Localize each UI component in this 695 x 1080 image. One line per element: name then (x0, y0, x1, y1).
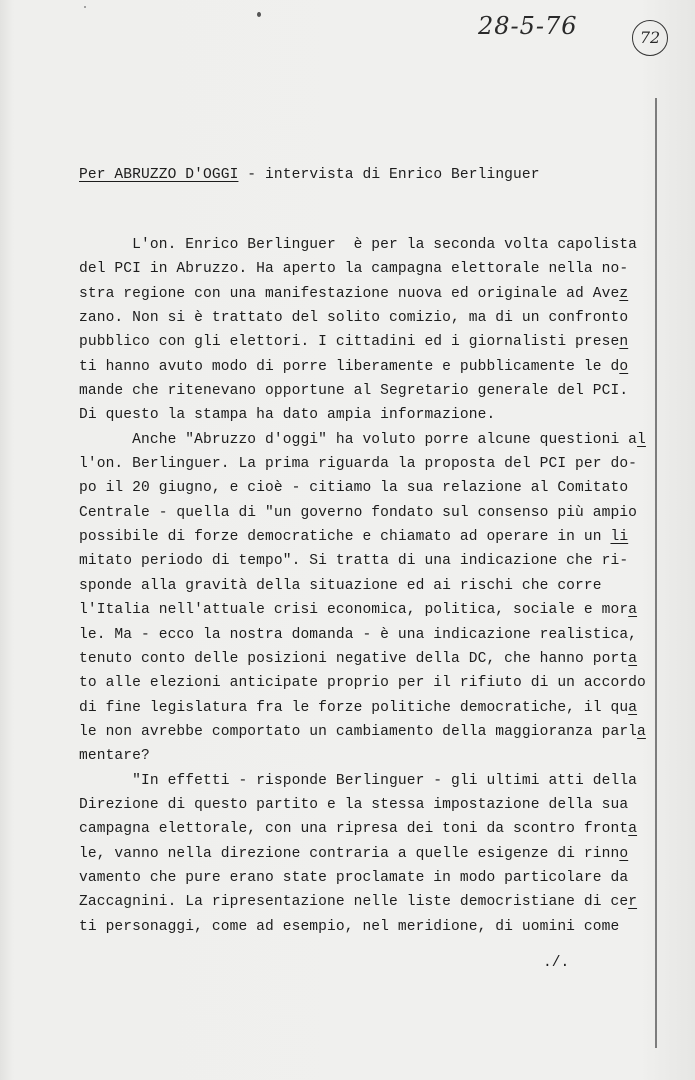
underlined-fragment: li (610, 529, 629, 546)
body-line (79, 501, 639, 525)
line-text: L'on. Enrico Berlinguer è per la seconda volta capolista (79, 237, 638, 253)
line-text: zano. Non si è trattato del solito comizio, ma di un confronto (79, 310, 629, 327)
line-text: sponde alla gravità della situazione ed ai rischi che corre (79, 577, 602, 594)
underlined-fragment: a (628, 602, 638, 619)
underlined-fragment: o (619, 358, 629, 375)
body-line (79, 233, 639, 257)
line-text: po il 20 giugno, e cioè - citiamo la sua relazione al Comitato (79, 480, 629, 497)
body-line (79, 355, 639, 379)
body-line (79, 647, 639, 671)
line-text: Direzione di questo partito e la stessa impostazione della sua (79, 796, 629, 813)
body-line (79, 793, 639, 817)
body-line (79, 866, 639, 890)
underlined-fragment: a (628, 821, 638, 838)
line-text: pubblico con gli elettori. I cittadini ed i giornalisti prese (79, 334, 620, 351)
body-line (79, 428, 646, 452)
underlined-fragment: l (637, 431, 646, 448)
line-text: Centrale - quella di "un governo fondato sul consenso più ampio (79, 504, 638, 521)
body-line (79, 915, 639, 939)
line-text: campagna elettorale, con una ripresa dei toni da scontro front (79, 821, 629, 838)
continuation-mark: ./. (543, 955, 570, 971)
line-text: le, vanno nella direzione contraria a quelle esigenze di rinn (79, 845, 620, 862)
publication-name: Per ABRUZZO D'OGGI (79, 167, 239, 183)
line-text: l'on. Berlinguer. La prima riguarda la proposta del PCI per do- (79, 456, 638, 473)
body-line (79, 720, 646, 744)
body-line (79, 574, 639, 598)
line-text: ti hanno avuto modo di porre liberamente e pubblicamente le d (79, 358, 620, 375)
line-text: ti personaggi, come ad esempio, nel meridione, di uomini come (79, 918, 620, 935)
body-line (79, 403, 639, 427)
line-text: vamento che pure erano state proclamate in modo particolare da (79, 869, 629, 886)
line-text: to alle elezioni anticipate proprio per il rifiuto di un accordo (79, 675, 646, 692)
body-line (79, 549, 639, 573)
article-body (79, 233, 646, 939)
line-text: di fine legislatura fra le forze politiche democratiche, il qu (79, 699, 629, 716)
body-line (79, 330, 639, 354)
body-line (79, 452, 639, 476)
body-line (79, 623, 639, 647)
line-text: le non avrebbe comportato un cambiamento della maggioranza parl (79, 723, 638, 740)
body-line (79, 306, 639, 330)
line-text: mentare? (79, 748, 150, 765)
underlined-fragment: n (619, 334, 629, 351)
page-number-circle: 72 (632, 20, 668, 56)
body-line (79, 525, 639, 549)
underlined-fragment: o (619, 845, 629, 862)
underlined-fragment: a (637, 723, 646, 740)
body-line (79, 890, 639, 914)
title-subtitle: - intervista di Enrico Berlinguer (238, 167, 540, 183)
body-line (79, 598, 639, 622)
underlined-fragment: a (628, 699, 638, 716)
line-text: stra regione con una manifestazione nuova ed originale ad Ave (79, 285, 620, 302)
line-text: tenuto conto delle posizioni negative della DC, che hanno port (79, 650, 629, 667)
ink-speck (84, 6, 86, 8)
line-text: "In effetti - risponde Berlinguer - gli ultimi atti della (79, 772, 638, 789)
body-line (79, 769, 639, 793)
line-text: Zaccagnini. La ripresentazione nelle liste democristiane di ce (79, 894, 629, 911)
line-text: del PCI in Abruzzo. Ha aperto la campagna elettorale nella no- (79, 261, 629, 278)
line-text: mande che ritenevano opportune al Segretario generale del PCI. (79, 383, 629, 400)
line-text: l'Italia nell'attuale crisi economica, politica, sociale e mor (79, 602, 629, 619)
body-line (79, 257, 639, 281)
underlined-fragment: z (619, 285, 629, 302)
body-line (79, 671, 646, 695)
underlined-fragment: r (628, 894, 638, 911)
body-line (79, 696, 639, 720)
body-line (79, 379, 639, 403)
document-title (79, 166, 540, 184)
body-line (79, 744, 639, 768)
line-text: Anche "Abruzzo d'oggi" ha voluto porre alcune questioni a (79, 431, 638, 448)
line-text: Di questo la stampa ha dato ampia informazione. (79, 407, 496, 424)
line-text: le. Ma - ecco la nostra domanda - è una indicazione realistica, (79, 626, 638, 643)
body-line (79, 476, 639, 500)
body-line (79, 282, 639, 306)
margin-rule (655, 98, 657, 1048)
body-line (79, 817, 639, 841)
body-line (79, 842, 639, 866)
line-text: possibile di forze democratiche e chiamato ad operare in un (79, 529, 611, 546)
handwritten-date: 28-5-76 (478, 12, 578, 40)
ink-speck (257, 12, 261, 17)
underlined-fragment: a (628, 650, 638, 667)
line-text: mitato periodo di tempo". Si tratta di una indicazione che ri- (79, 553, 629, 570)
